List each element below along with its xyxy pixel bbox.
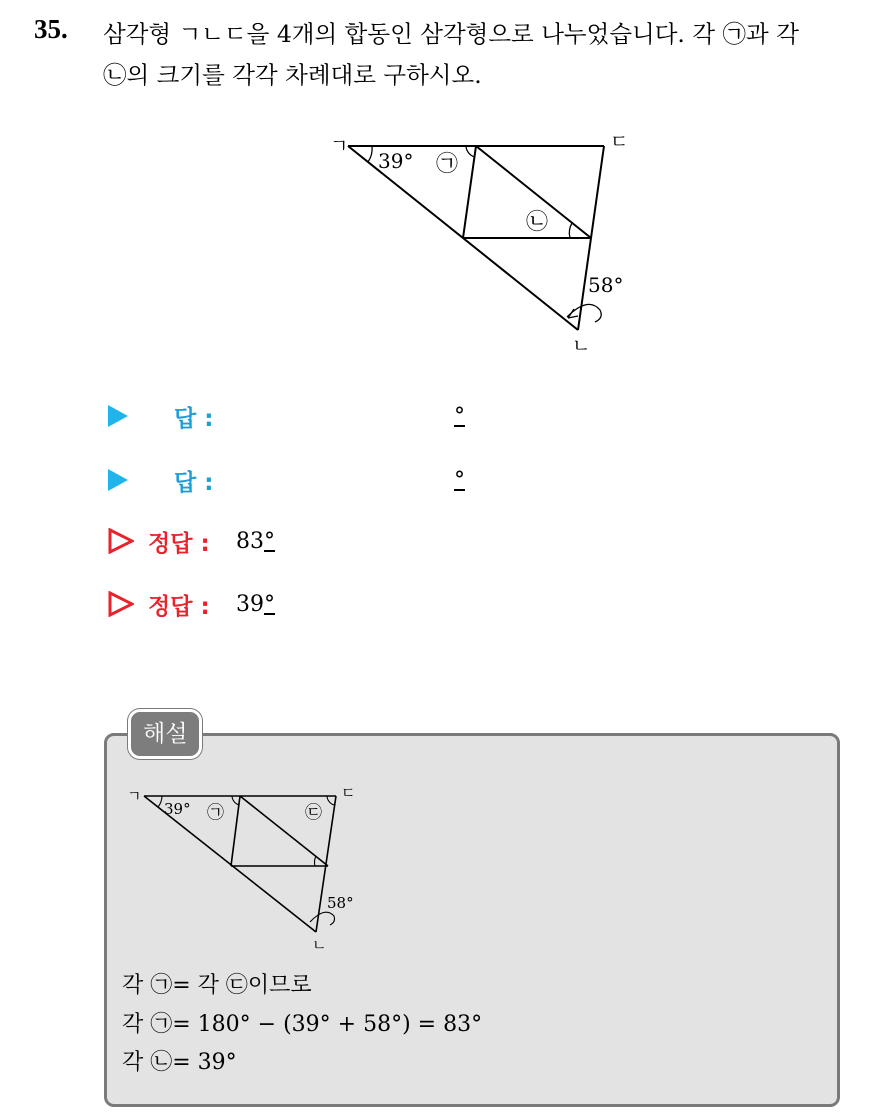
correct-label: 정답 : <box>148 593 210 620</box>
answer-marker-icon <box>108 469 128 491</box>
explanation-figure <box>0 770 884 960</box>
expl-angle-b: 58° <box>327 894 354 912</box>
angle-arc-b <box>567 304 601 322</box>
angle-b-label: 58° <box>588 273 624 297</box>
inner-left <box>463 146 476 238</box>
mark-2-label: ㉡ <box>526 210 549 235</box>
expl-vertex-c: ㄷ <box>341 784 356 802</box>
correct-row-2 <box>108 586 275 622</box>
mark-1-label: ㉠ <box>436 152 459 177</box>
answer-label: 답 : <box>174 469 214 496</box>
correct-marker-icon <box>108 528 134 554</box>
expl-angle-a: 39° <box>164 800 191 818</box>
expl-mark-1: ㉠ <box>207 803 224 823</box>
expl-mark-3: ㉢ <box>305 803 322 823</box>
angle-a-label: 39° <box>378 149 414 173</box>
answer-input-2[interactable]: ° <box>454 467 465 493</box>
correct-value-2: 39° <box>236 591 275 617</box>
arrow-b <box>568 309 578 318</box>
answer-row-2 <box>108 462 465 498</box>
vertex-a-label: ㄱ <box>330 135 349 157</box>
angle-arc-a <box>368 146 372 162</box>
explanation-line-1: 각 ㉠= 각 ㉢이므로 <box>122 973 312 998</box>
expl-vertex-a: ㄱ <box>127 787 142 805</box>
correct-marker-icon <box>108 591 134 617</box>
explanation-line-2: 각 ㉠= 180° − (39° + 58°) = 83° <box>122 1012 483 1037</box>
answer-label: 답 : <box>174 405 214 432</box>
angle-arc-mark2 <box>569 223 572 238</box>
answer-marker-icon <box>108 405 128 427</box>
question-number: 35. <box>34 14 68 44</box>
correct-value-1: 83° <box>236 528 275 554</box>
answer-row-1 <box>108 398 465 434</box>
expl-vertex-b: ㄴ <box>312 936 327 954</box>
angle-arc-mark1 <box>466 146 475 157</box>
correct-row-1 <box>108 523 275 559</box>
vertex-c-label: ㄷ <box>610 131 629 153</box>
correct-label: 정답 : <box>148 530 210 557</box>
vertex-b-label: ㄴ <box>572 335 591 357</box>
explanation-line-3: 각 ㉡= 39° <box>122 1050 237 1075</box>
question-line-1: 삼각형 ㄱㄴㄷ을 4개의 합동인 삼각형으로 나누었습니다. 각 ㉠과 각 <box>103 20 799 48</box>
answer-input-1[interactable]: ° <box>454 403 465 429</box>
explanation-tab: 해설 <box>128 709 202 759</box>
question-line-2: ㉡의 크기를 각각 차례대로 구하시오. <box>103 61 482 89</box>
